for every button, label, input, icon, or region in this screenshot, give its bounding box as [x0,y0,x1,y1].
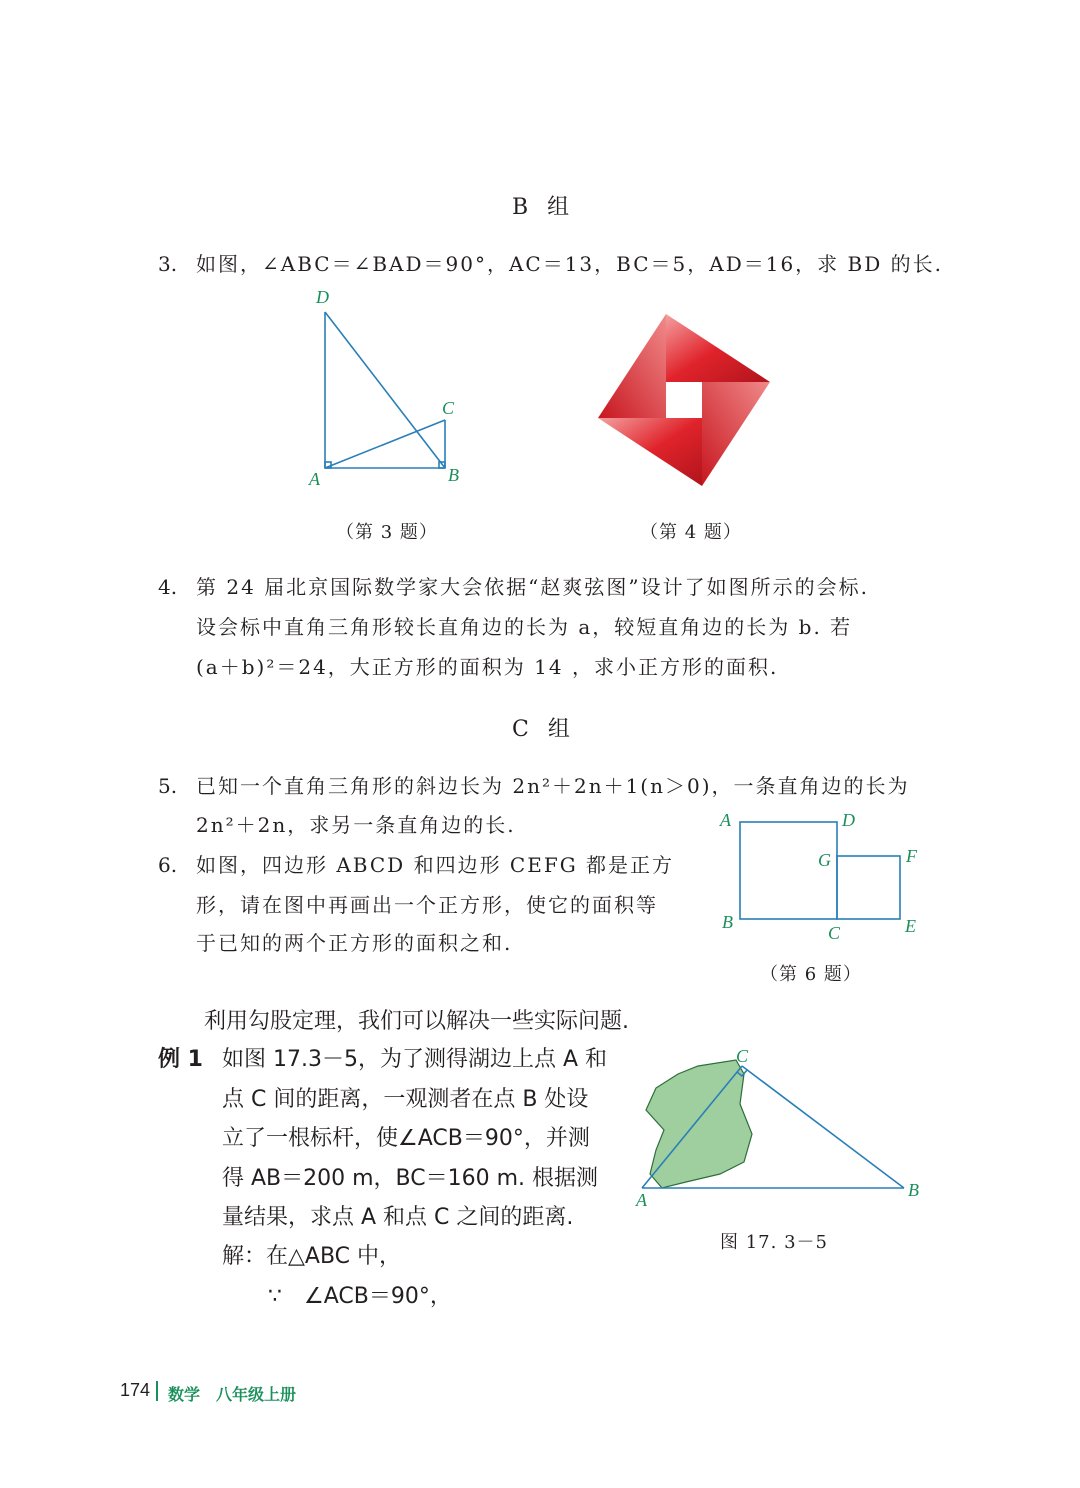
figure-q6 [712,806,932,946]
square-cefg [837,856,900,919]
logo-triangle-4 [598,314,666,418]
square-abcd [740,822,837,919]
label-b: B [908,1180,919,1200]
footer-divider [156,1381,158,1401]
example-line-2: 点 C 间的距离，一观测者在点 B 处设 [222,1087,589,1112]
label-f: F [906,846,917,866]
q4-line-1: 第 24 届北京国际数学家大会依据“赵爽弦图”设计了如图所示的会标. [196,575,869,599]
figure-q3 [300,285,480,495]
q5-number: 5. [158,774,178,798]
example-line-3: 立了一根标杆，使∠ACB＝90°，并测 [222,1126,590,1151]
label-e: E [905,916,916,936]
q4-number: 4. [158,575,178,599]
q4-line-3: (a＋b)²＝24，大正方形的面积为 14 ，求小正方形的面积. [196,655,779,679]
q3-number: 3. [158,252,178,276]
label-b: B [448,465,459,485]
q6-caption: （第 6 题） [760,964,862,985]
label-d: D [316,287,329,307]
q4-caption: （第 4 题） [640,522,742,543]
example-line-5: 量结果，求点 A 和点 C 之间的距离. [222,1205,574,1230]
group-c-heading: C 组 [512,717,576,742]
q3-text: 如图，∠ABC＝∠BAD＝90°，AC＝13，BC＝5，AD＝16，求 BD 的长. [196,252,943,276]
example-line-1: 如图 17.3－5，为了测得湖边上点 A 和 [222,1047,608,1072]
label-b: B [722,912,733,932]
segment-cb [742,1066,904,1188]
q3-caption: （第 3 题） [336,522,438,543]
label-d: D [842,810,855,830]
q5-line-2: 2n²＋2n，求另一条直角边的长. [196,813,516,837]
q6-line-2: 形，请在图中再画出一个正方形，使它的面积等 [196,893,658,917]
label-a: A [309,469,320,489]
label-c: C [736,1046,749,1066]
q6-line-1: 如图，四边形 ABCD 和四边形 CEFG 都是正方 [196,853,675,877]
figure-17-3-5 [628,1044,928,1214]
example-line-4: 得 AB＝200 m，BC＝160 m. 根据测 [222,1166,599,1191]
logo-triangle-1 [666,314,770,382]
label-a: A [636,1190,647,1210]
example-label: 例 1 [158,1047,203,1072]
logo-triangle-3 [598,418,702,486]
q6-number: 6. [158,853,178,877]
q4-line-2: 设会标中直角三角形较长直角边的长为 a，较短直角边的长为 b. 若 [196,615,853,639]
logo-center-square [666,382,702,418]
footer-subject: 数学 八年级上册 [168,1385,297,1404]
logo-triangle-2 [702,382,770,486]
solution-line: 解：在△ABC 中， [222,1244,402,1269]
q5-line-1: 已知一个直角三角形的斜边长为 2n²＋2n＋1(n＞0)，一条直角边的长为 [196,774,910,798]
label-c: C [828,923,841,943]
solution-step: ∵ ∠ACB＝90°， [268,1284,452,1309]
figure-q4-logo [598,314,774,490]
label-a: A [720,810,731,830]
label-g: G [818,850,831,870]
figure-17-3-5-caption: 图 17. 3－5 [720,1232,828,1253]
group-b-heading: B 组 [512,195,576,220]
label-c: C [442,398,455,418]
intro-text: 利用勾股定理，我们可以解决一些实际问题. [204,1009,629,1034]
lake-shape [646,1060,752,1188]
q6-line-3: 于已知的两个正方形的面积之和. [196,931,513,955]
page-number: 174 [120,1380,151,1400]
